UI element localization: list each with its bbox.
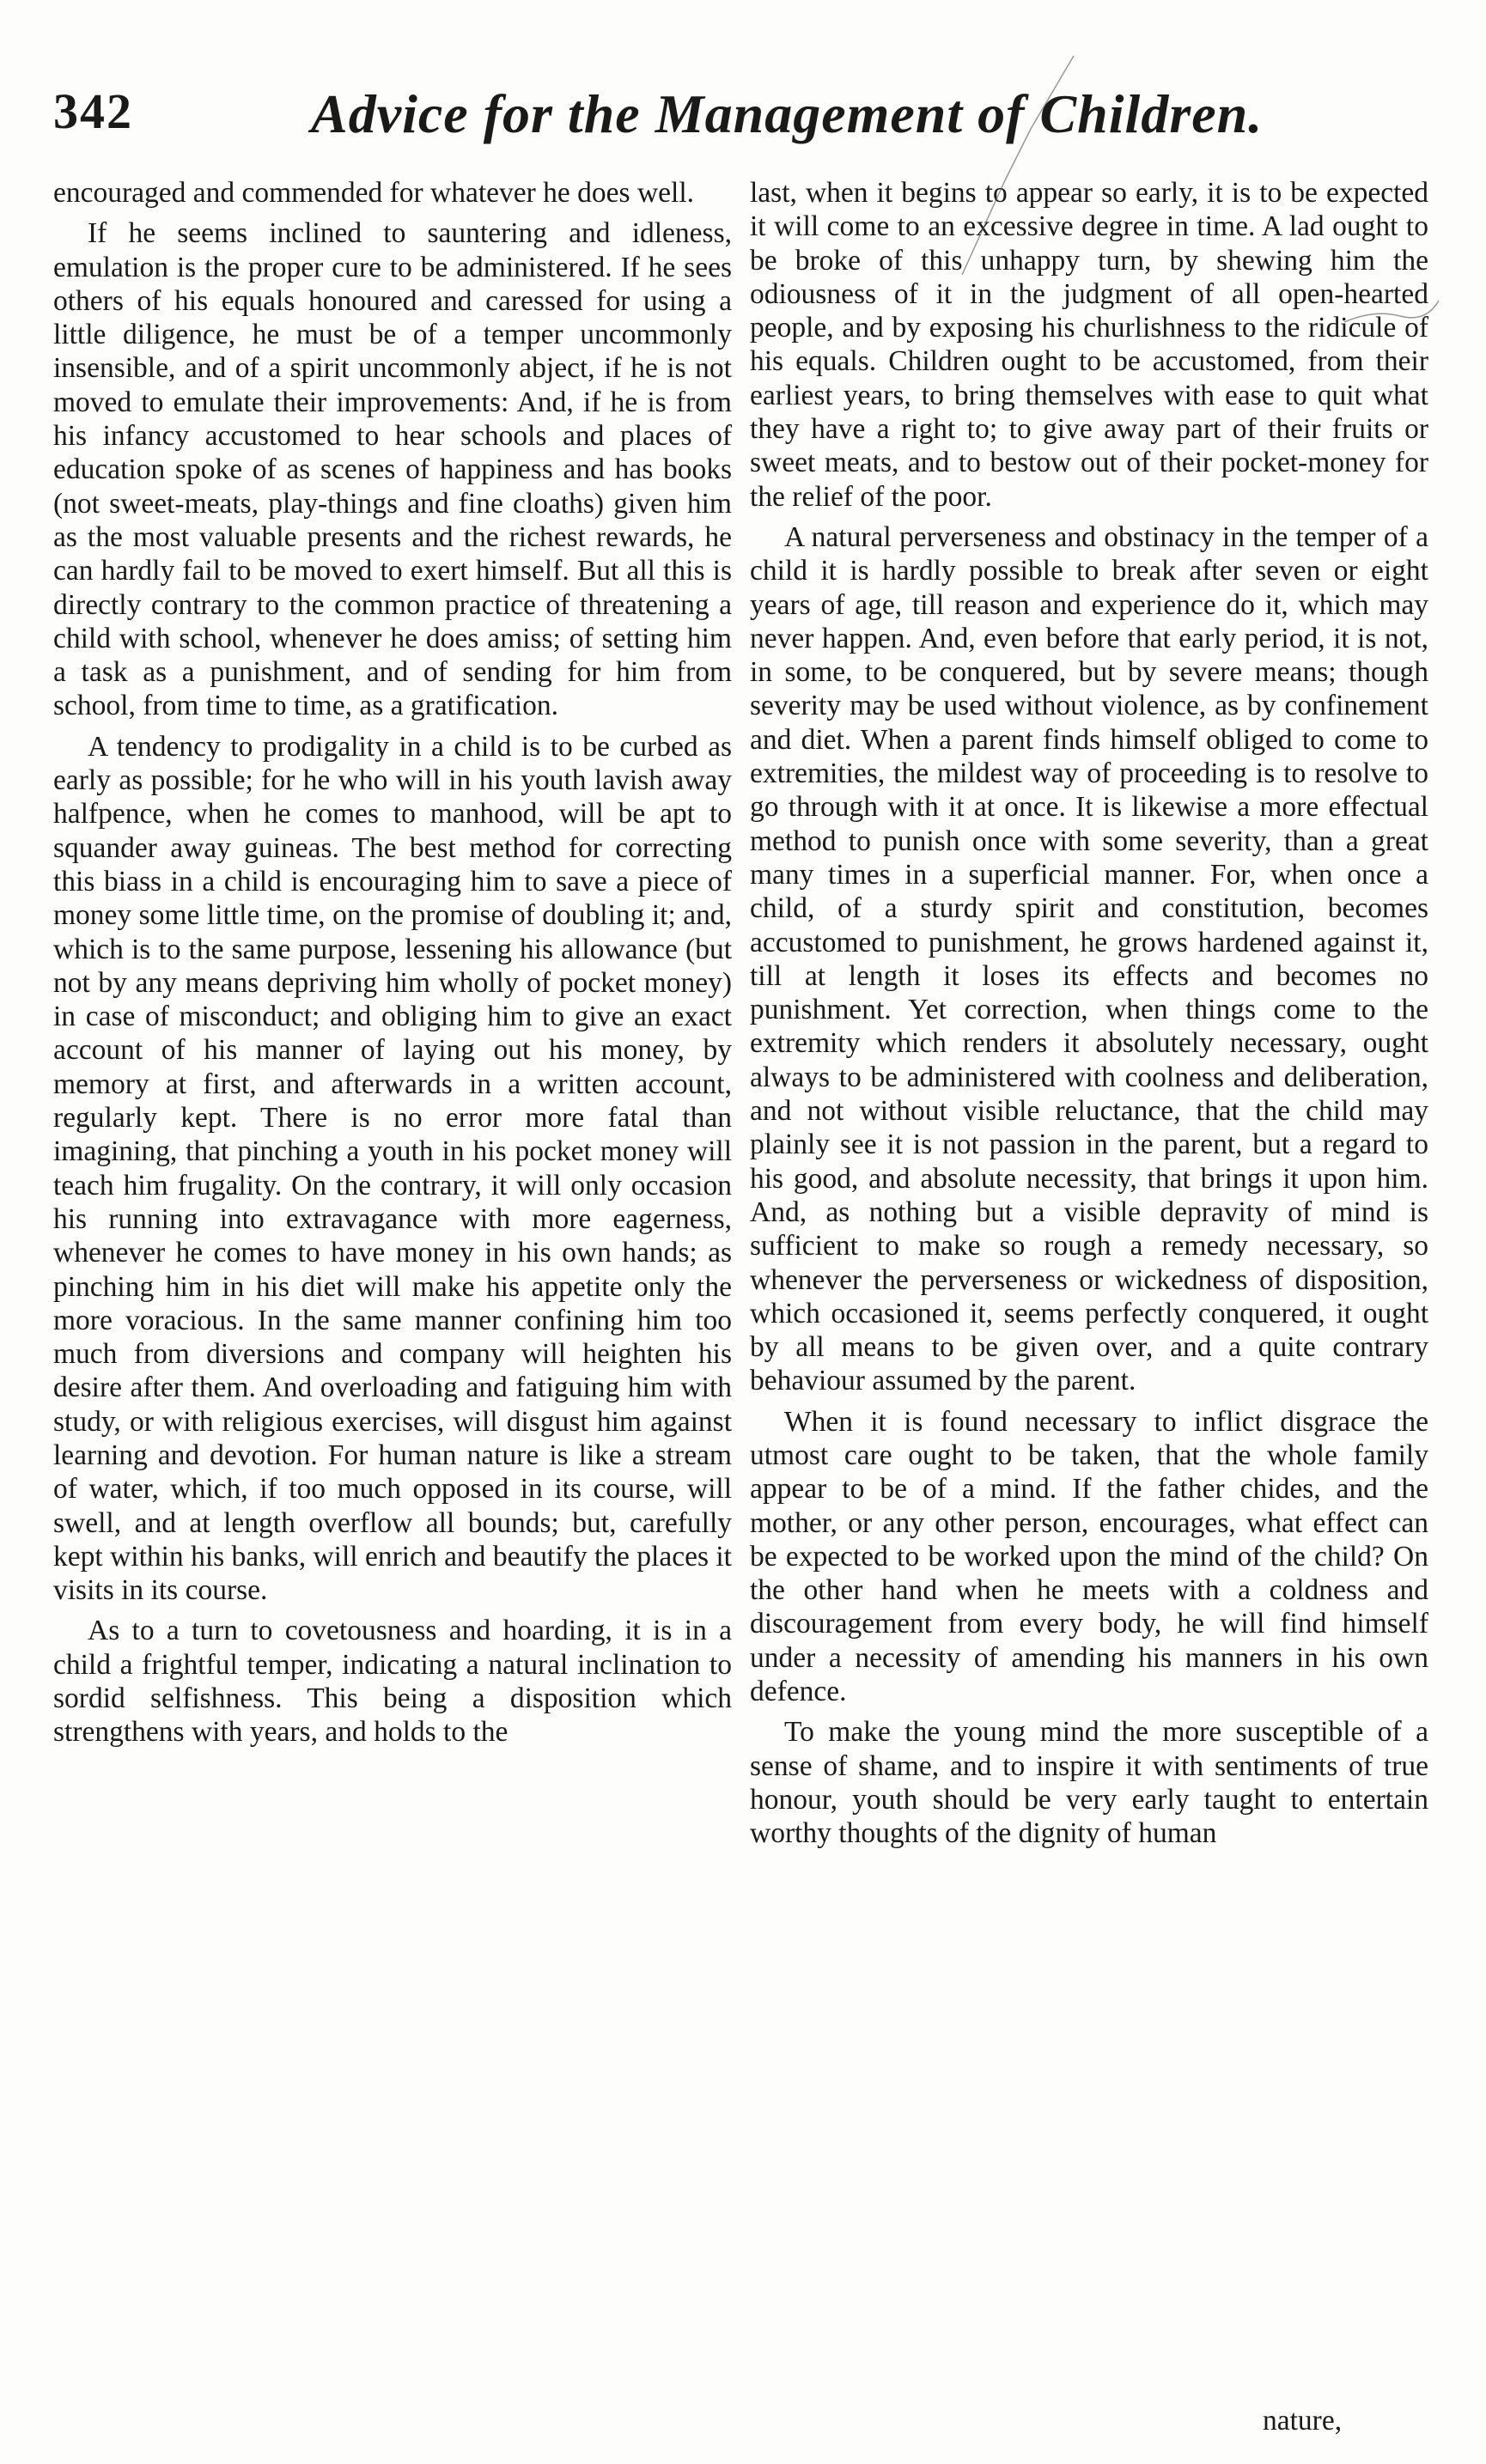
paragraph: encouraged and commended for whatever he does well. — [53, 177, 694, 209]
running-title: Advice for the Management of Children. — [311, 83, 1264, 144]
right-column — [750, 176, 1428, 1851]
paragraph: A tendency to prodigality in a child is to be curbed as early as possible; for he who will in his youth lavish away halfpence, when he comes to manhood, will be apt to squander away guineas. The best method for correcting this biass in a child is encouraging him to save a piece of money some little time, on the promise of doubling it; and, which is to the same purpose, lessening his allowance (but not by any means depriving him wholly of pocket money) in case of misconduct; and obliging him to give an exact account of his manner of laying out his money, by memory at first, and afterwards in a written account, regularly kept. There is no error more fatal than imagining, that pinching a youth in his pocket money will teach him frugality. On the contrary, it will only occasion his running into extravagance with more eagerness, whenever he comes to have money in his own hands; as pinching him in his diet will make his appetite only the more voracious. In the same manner confining him too much from diversions and company will heighten his desire after them. And overloading and fatiguing him with study, or with religious exercises, will disgust him against learning and devotion. For human nature is like a stream of water, which, if too much opposed in its course, will swell, and at length overflow all bounds; but, carefully kept within his banks, will enrich and beautify the places it visits in its course. — [53, 730, 732, 1607]
paragraph: last, when it begins to appear so early, it is to be expected it will come to an excessive degree in time. A lad ought to be broke of this unhappy turn, by shewing him the odiousness of it in the judgment of all open-hearted people, and by exposing his churlishness to the ridicule of his equals. Children ought to be accustomed, from their earliest years, to bring themselves with ease to quit what they have a right to; to give away part of their fruits or sweet meats, and to bestow out of their pocket-money for the relief of the poor. — [750, 177, 1428, 513]
paragraph: A natural perverseness and obstinacy in the temper of a child it is hardly possible to break after seven or eight years of age, till reason and experience do it, which may never happen. And, even before that early period, it is not, in some, to be conquered, but by severe means; though severity may be used without violence, as by confinement and diet. When a parent finds himself obliged to come to extremities, the mildest way of proceeding is to resolve to go through with it at once. It is likewise a more effectual method to punish once with some severity, than a great many times in a superficial manner. For, when once a child, of a sturdy spirit and constitution, becomes accustomed to punishment, he grows hardened against it, till at length it loses its effects and becomes no punishment. Yet correction, when things come to the extremity which renders it absolutely necessary, ought always to be administered with coolness and deliberation, and not without visible reluctance, that the child may plainly see it is not passion in the parent, but a regard to his good, and absolute necessity, that brings it upon him. And, as nothing but a visible depravity of mind is sufficient to make so rough a remedy necessary, so whenever the perverseness or wickedness of disposition, which occasioned it, seems perfectly conquered, it ought by all means to be given over, and a quite contrary behaviour assumed by the parent. — [750, 520, 1428, 1397]
paragraph: To make the young mind the more susceptible of a sense of shame, and to inspire it with sentiments of true honour, youth should be very early taught to entertain worthy thoughts of the dignity of human — [750, 1716, 1428, 1850]
paragraph: When it is found necessary to inflict disgrace the utmost care ought to be taken, that the whole family appear to be of a mind. If the father chides, and the mother, or any other person, encourages, what effect can be expected to be worked upon the mind of the child? On the other hand when he meets with a coldness and discouragement from every body, he will find himself under a necessity of amending his manners in his own defence. — [750, 1405, 1428, 1708]
running-header — [53, 82, 1393, 160]
page-number: 342 — [53, 83, 133, 139]
paragraph: As to a turn to covetousness and hoarding, it is in a child a frightful temper, indicating a natural inclination to sordid selfishness. This being a disposition which strengthens with years, and holds to the — [53, 1615, 732, 1749]
catchword: nature, — [1263, 2405, 1343, 2437]
paragraph: If he seems inclined to sauntering and idleness, emulation is the proper cure to be administered. If he sees others of his equals honoured and caressed for using a little diligence, he must be of a temper uncommonly insensible, and of a spirit uncommonly abject, if he is not moved to emulate their improvements: And, if he is from his infancy accustomed to hear schools and places of education spoke of as scenes of happiness and has books (not sweet-meats, play-things and fine cloaths) given him as the most valuable presents and the richest rewards, he can hardly fail to be moved to exert himself. But all this is directly contrary to the common practice of threatening a child with school, whenever he does amiss; of setting him a task as a punishment, and of sending for him from school, from time to time, as a gratification. — [53, 217, 732, 722]
left-column — [53, 176, 732, 1749]
